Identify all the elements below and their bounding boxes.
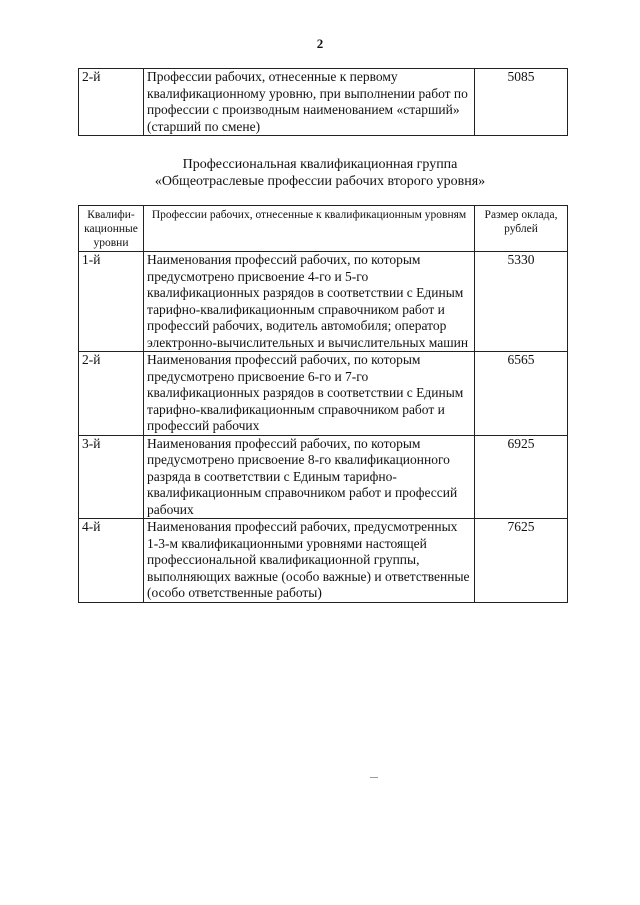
level-cell: 1-й: [79, 252, 144, 352]
page-number: 2: [316, 36, 324, 51]
salary-cell: 5085: [475, 69, 568, 136]
section-title-line2: «Общеотраслевые профессии рабочих второго уровня»: [154, 174, 486, 189]
salary-cell: 6565: [475, 352, 568, 436]
salary-cell: 6925: [475, 435, 568, 519]
qualification-table: [78, 205, 568, 603]
description-cell: Наименования профессий рабочих, по которым предусмотрено присвоение 6-го и 7-го квалификационных разрядов в соответствии с Единым тарифно-квалификационным справочником работ и профессий рабочих: [144, 352, 475, 436]
table-row: [79, 352, 568, 436]
continued-table: [78, 68, 568, 136]
table-row: [79, 69, 568, 136]
table-row: [79, 519, 568, 603]
header-level: Квалифи-кационные уровни: [79, 206, 144, 252]
salary-cell: 5330: [475, 252, 568, 352]
description-cell: Наименования профессий рабочих, предусмотренных 1-3-м квалификационными уровнями настоящей профессиональной квалификационной группы, выполняющих важные (особо важные) и ответственные (особо ответственные работы): [144, 519, 475, 603]
level-cell: 4-й: [79, 519, 144, 603]
description-cell: Наименования профессий рабочих, по которым предусмотрено присвоение 4-го и 5-го квалификационных разрядов в соответствии с Единым тарифно-квалификационным справочником работ и профессий рабочих, водитель автомобиля; оператор электронно-вычислительных и вычислительных машин: [144, 252, 475, 352]
level-cell: 2-й: [79, 69, 144, 136]
scan-mark: [370, 777, 378, 778]
section-title-line1: Профессиональная квалификационная группа: [182, 157, 458, 172]
table-row: [79, 252, 568, 352]
description-cell: Наименования профессий рабочих, по которым предусмотрено присвоение 8-го квалификационного разряда в соответствии с Единым тарифно-квалификационным справочником работ и профессий рабочих: [144, 435, 475, 519]
table-row: [79, 435, 568, 519]
salary-cell: 7625: [475, 519, 568, 603]
table-header-row: [79, 206, 568, 252]
level-cell: 3-й: [79, 435, 144, 519]
section-title: [0, 156, 640, 190]
header-description: Профессии рабочих, отнесенные к квалификационным уровням: [144, 206, 475, 252]
header-salary: Размер оклада, рублей: [475, 206, 568, 252]
level-cell: 2-й: [79, 352, 144, 436]
description-cell: Профессии рабочих, отнесенные к первому квалификационному уровню, при выполнении работ по профессии с производным наименованием «старший» (старший по смене): [144, 69, 475, 136]
